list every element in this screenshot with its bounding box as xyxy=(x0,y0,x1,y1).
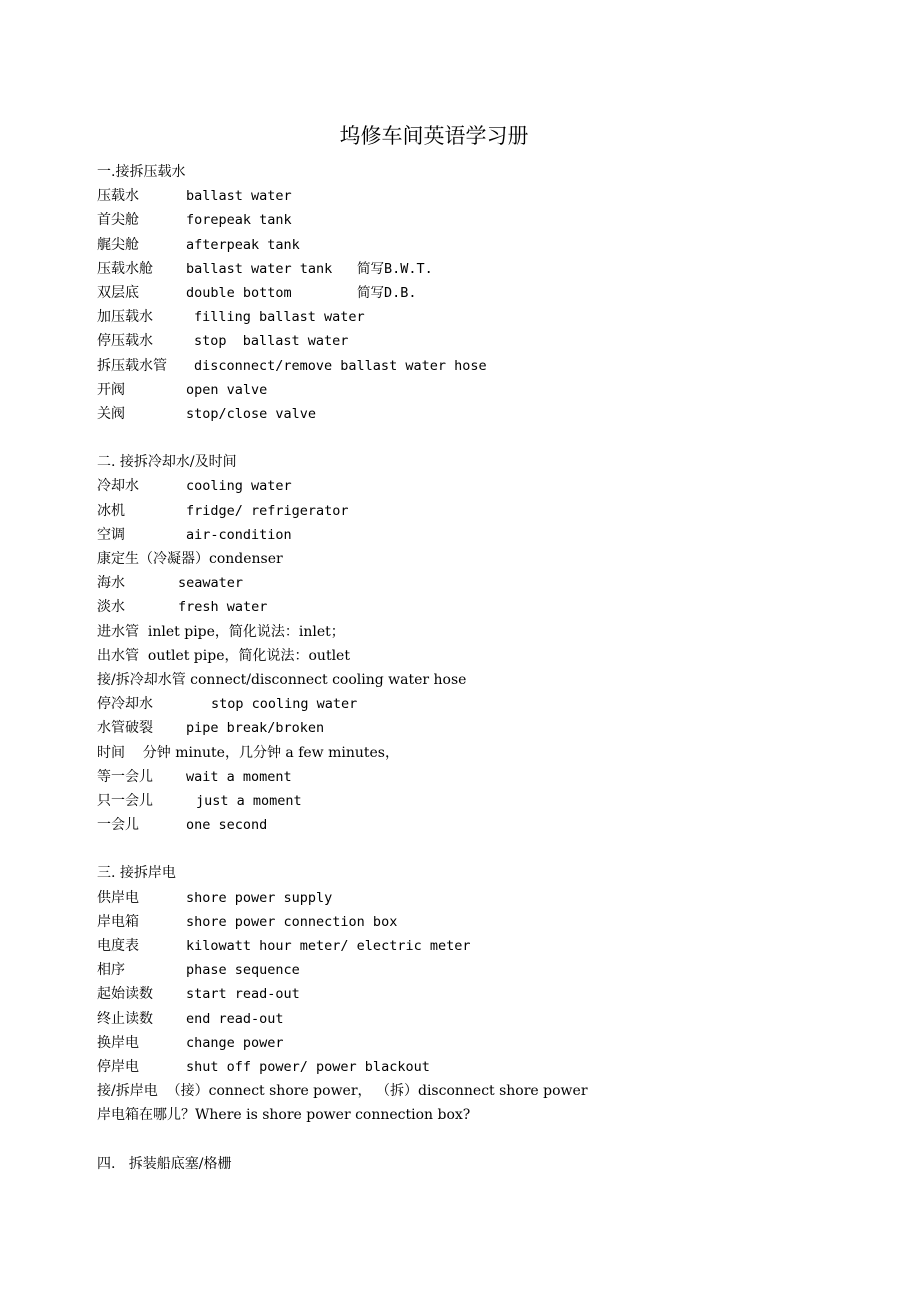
chinese-term: 一会儿 xyxy=(97,817,139,834)
blank-line xyxy=(97,837,897,861)
english-term: stop/close valve xyxy=(186,405,317,422)
english-term: stop cooling water xyxy=(211,696,358,713)
chinese-term: 停岸电 xyxy=(97,1058,139,1075)
vocab-row xyxy=(97,692,897,716)
english-term: afterpeak tank xyxy=(186,236,300,253)
vocab-row: 接/拆冷却水管 connect/disconnect cooling water hose xyxy=(97,671,467,688)
vocab-row xyxy=(97,499,897,523)
chinese-term: 停冷却水 xyxy=(97,696,153,713)
english-term: ballast water xyxy=(186,188,292,205)
vocab-text: 接/拆岸电 （接）connect shore power， （拆）disconnect shore power xyxy=(97,1083,588,1100)
vocab-row xyxy=(97,620,897,644)
vocab-row xyxy=(97,257,897,281)
vocab-row xyxy=(97,281,897,305)
vocab-row xyxy=(97,184,897,208)
vocab-row xyxy=(97,934,897,958)
chinese-term: 艉尖舱 xyxy=(97,236,139,253)
blank-line xyxy=(97,1128,897,1152)
vocab-row xyxy=(97,1055,897,1079)
section-heading: 四. 拆装船底塞/格栅 xyxy=(97,1155,232,1172)
english-term: filling ballast water xyxy=(194,309,365,326)
english-term: wait a moment xyxy=(186,768,292,785)
english-term: phase sequence xyxy=(186,962,300,979)
english-term: disconnect/remove ballast water hose xyxy=(194,357,487,374)
vocab-row xyxy=(97,644,897,668)
english-term: shore power supply xyxy=(186,889,333,906)
chinese-term: 停压载水 xyxy=(97,333,153,350)
vocab-row xyxy=(97,208,897,232)
abbreviation-note: 简写D.B. xyxy=(357,284,417,301)
vocab-row xyxy=(97,595,897,619)
english-term: ballast water tank xyxy=(186,260,333,277)
vocab-row xyxy=(97,741,897,765)
chinese-term: 双层底 xyxy=(97,284,139,301)
blank-line xyxy=(97,426,897,450)
vocab-row xyxy=(97,813,897,837)
vocab-text: 时间 分钟 minute，几分钟 a few minutes， xyxy=(97,744,399,761)
vocab-row xyxy=(97,958,897,982)
vocab-text: 出水管 outlet pipe，简化说法：outlet xyxy=(97,647,350,664)
chinese-term: 起始读数 xyxy=(97,986,153,1003)
english-term: fresh water xyxy=(178,599,268,616)
chinese-term: 水管破裂 xyxy=(97,720,153,737)
chinese-term: 加压载水 xyxy=(97,309,153,326)
vocab-row xyxy=(97,354,897,378)
english-term: pipe break/broken xyxy=(186,720,325,737)
vocab-text: 岸电箱在哪儿？Where is shore power connection box? xyxy=(97,1107,471,1124)
document-title: 坞修车间英语学习册 xyxy=(339,124,529,148)
vocab-row xyxy=(97,765,897,789)
vocab-row xyxy=(97,233,897,257)
vocab-row xyxy=(97,523,897,547)
vocab-row xyxy=(97,716,897,740)
english-term: open valve xyxy=(186,381,268,398)
chinese-term: 换岸电 xyxy=(97,1034,139,1051)
chinese-term: 终止读数 xyxy=(97,1010,153,1027)
vocab-row xyxy=(97,402,897,426)
chinese-term: 冷却水 xyxy=(97,478,139,495)
chinese-term: 压载水舱 xyxy=(97,260,153,277)
chinese-term: 开阀 xyxy=(97,381,125,398)
section-heading: 一.接拆压载水 xyxy=(97,164,186,180)
english-term: air-condition xyxy=(186,526,292,543)
english-term: double bottom xyxy=(186,284,292,301)
chinese-term: 拆压载水管 xyxy=(97,357,167,374)
english-term: start read-out xyxy=(186,986,300,1003)
chinese-term: 首尖舱 xyxy=(97,212,139,229)
english-term: forepeak tank xyxy=(186,212,292,229)
chinese-term: 相序 xyxy=(97,962,125,979)
english-term: stop ballast water xyxy=(194,333,349,350)
vocab-row xyxy=(97,982,897,1006)
chinese-term: 海水 xyxy=(97,575,125,592)
vocab-row xyxy=(97,1007,897,1031)
vocab-row xyxy=(97,1031,897,1055)
english-term: cooling water xyxy=(186,478,292,495)
abbreviation-note: 简写B.W.T. xyxy=(357,260,433,277)
vocabulary-list xyxy=(97,160,897,1176)
vocab-row xyxy=(97,378,897,402)
english-term: fridge/ refrigerator xyxy=(186,502,349,519)
vocab-row xyxy=(97,305,897,329)
vocab-row: 康定生（冷凝器）condenser xyxy=(97,551,283,567)
chinese-term: 空调 xyxy=(97,526,125,543)
chinese-term: 岸电箱 xyxy=(97,913,139,930)
english-term: change power xyxy=(186,1034,284,1051)
english-term: shut off power/ power blackout xyxy=(186,1058,430,1075)
vocab-row xyxy=(97,1079,897,1103)
chinese-term: 冰机 xyxy=(97,502,125,519)
section-heading: 二. 接拆冷却水/及时间 xyxy=(97,454,237,471)
chinese-term: 关阀 xyxy=(97,405,125,422)
english-term: just a moment xyxy=(196,792,302,809)
english-term: shore power connection box xyxy=(186,913,398,930)
vocab-row xyxy=(97,329,897,353)
chinese-term: 淡水 xyxy=(97,599,125,616)
chinese-term: 等一会儿 xyxy=(97,768,153,785)
english-term: end read-out xyxy=(186,1010,284,1027)
vocab-row xyxy=(97,886,897,910)
vocab-row xyxy=(97,474,897,498)
english-term: kilowatt hour meter/ electric meter xyxy=(186,938,471,954)
vocab-row xyxy=(97,571,897,595)
vocab-row xyxy=(97,1103,897,1127)
chinese-term: 压载水 xyxy=(97,188,139,205)
vocab-row xyxy=(97,910,897,934)
vocab-text: 进水管 inlet pipe，简化说法：inlet； xyxy=(97,623,345,640)
section-heading: 三. 接拆岸电 xyxy=(97,865,176,882)
chinese-term: 电度表 xyxy=(97,938,139,954)
english-term: seawater xyxy=(178,575,244,592)
chinese-term: 供岸电 xyxy=(97,889,139,906)
english-term: one second xyxy=(186,817,268,834)
vocab-row xyxy=(97,789,897,813)
chinese-term: 只一会儿 xyxy=(97,792,153,809)
